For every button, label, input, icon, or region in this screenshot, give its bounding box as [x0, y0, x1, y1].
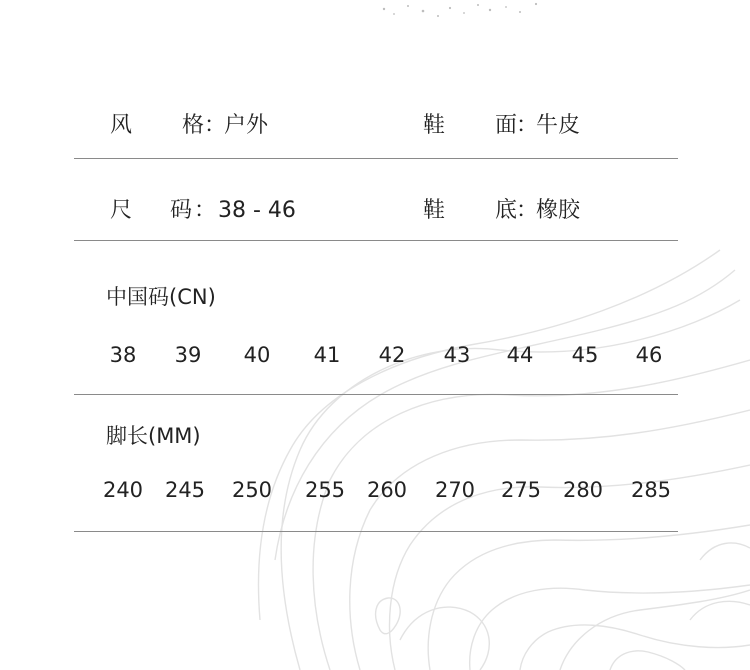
cn-size-cell: 40 — [243, 343, 271, 367]
cn-size-title: 中国码(CN) — [106, 285, 216, 309]
cn-size-cell: 39 — [174, 343, 202, 367]
cn-size-cell: 46 — [635, 343, 663, 367]
cn-size-cell: 43 — [443, 343, 471, 367]
cn-size-cell: 41 — [313, 343, 341, 367]
foot-length-cell: 260 — [366, 478, 408, 502]
sole-material-colon: ： — [516, 198, 539, 223]
upper-material-label: 鞋 面 — [423, 113, 517, 138]
cn-size-cell: 44 — [506, 343, 534, 367]
foot-length-title: 脚长(MM) — [106, 424, 201, 448]
style-colon: ： — [204, 113, 227, 138]
upper-material-value: 牛皮 — [536, 113, 581, 138]
sole-material-label: 鞋 底 — [423, 198, 517, 223]
foot-length-cell: 240 — [102, 478, 144, 502]
divider — [74, 240, 678, 241]
size-range-value: 38 - 46 — [218, 198, 296, 223]
sole-material-value: 橡胶 — [536, 198, 581, 223]
foot-length-cell: 280 — [562, 478, 604, 502]
foot-length-cell: 250 — [231, 478, 273, 502]
size-range-label-2: 码 — [170, 198, 193, 223]
foot-length-cell: 270 — [434, 478, 476, 502]
size-range-colon: ： — [194, 198, 217, 223]
foot-length-cell: 285 — [630, 478, 672, 502]
cn-size-cell: 45 — [571, 343, 599, 367]
divider — [74, 394, 678, 395]
foot-length-cell: 255 — [304, 478, 346, 502]
foot-length-cell: 275 — [500, 478, 542, 502]
cn-size-cell: 42 — [378, 343, 406, 367]
divider — [74, 158, 678, 159]
cn-size-cell: 38 — [109, 343, 137, 367]
style-label: 风 格 — [110, 113, 204, 138]
foot-length-cell: 245 — [164, 478, 206, 502]
style-value: 户外 — [224, 113, 269, 138]
size-range-label: 尺 — [110, 198, 133, 223]
divider — [74, 531, 678, 532]
upper-material-colon: ： — [516, 113, 539, 138]
